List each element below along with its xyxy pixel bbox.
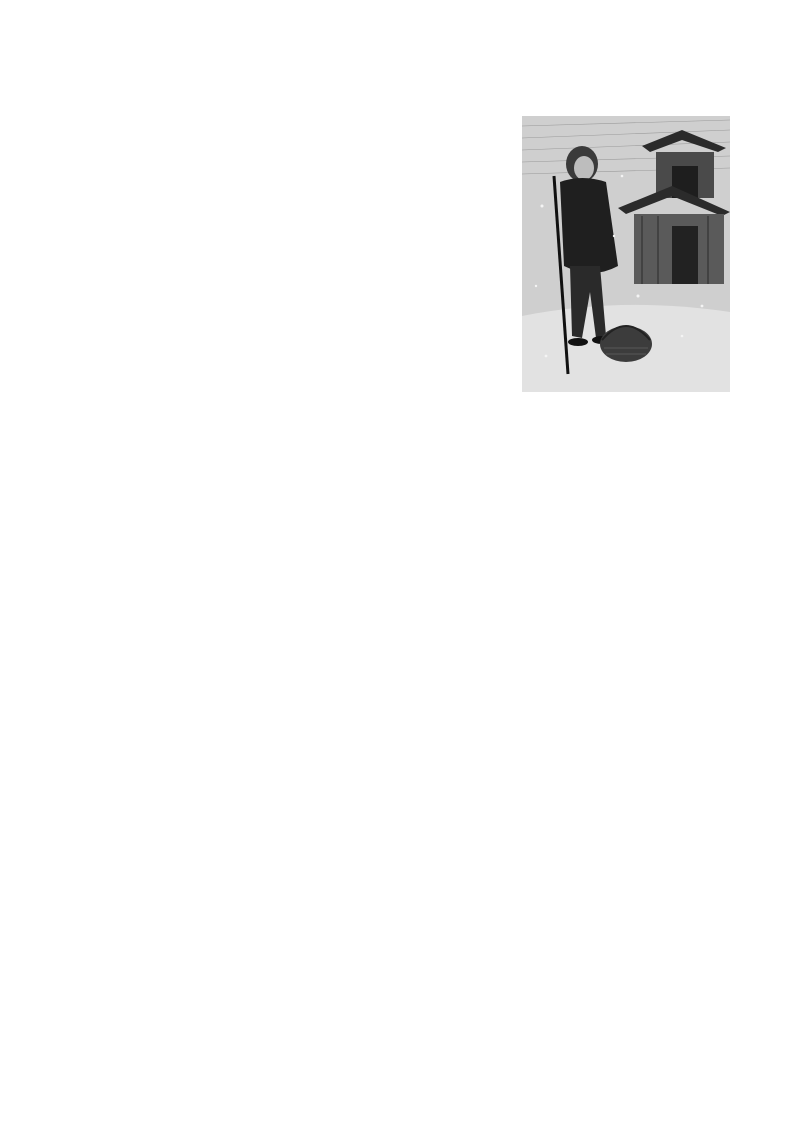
xianglin-sao-woodcut-illustration [522, 116, 730, 392]
